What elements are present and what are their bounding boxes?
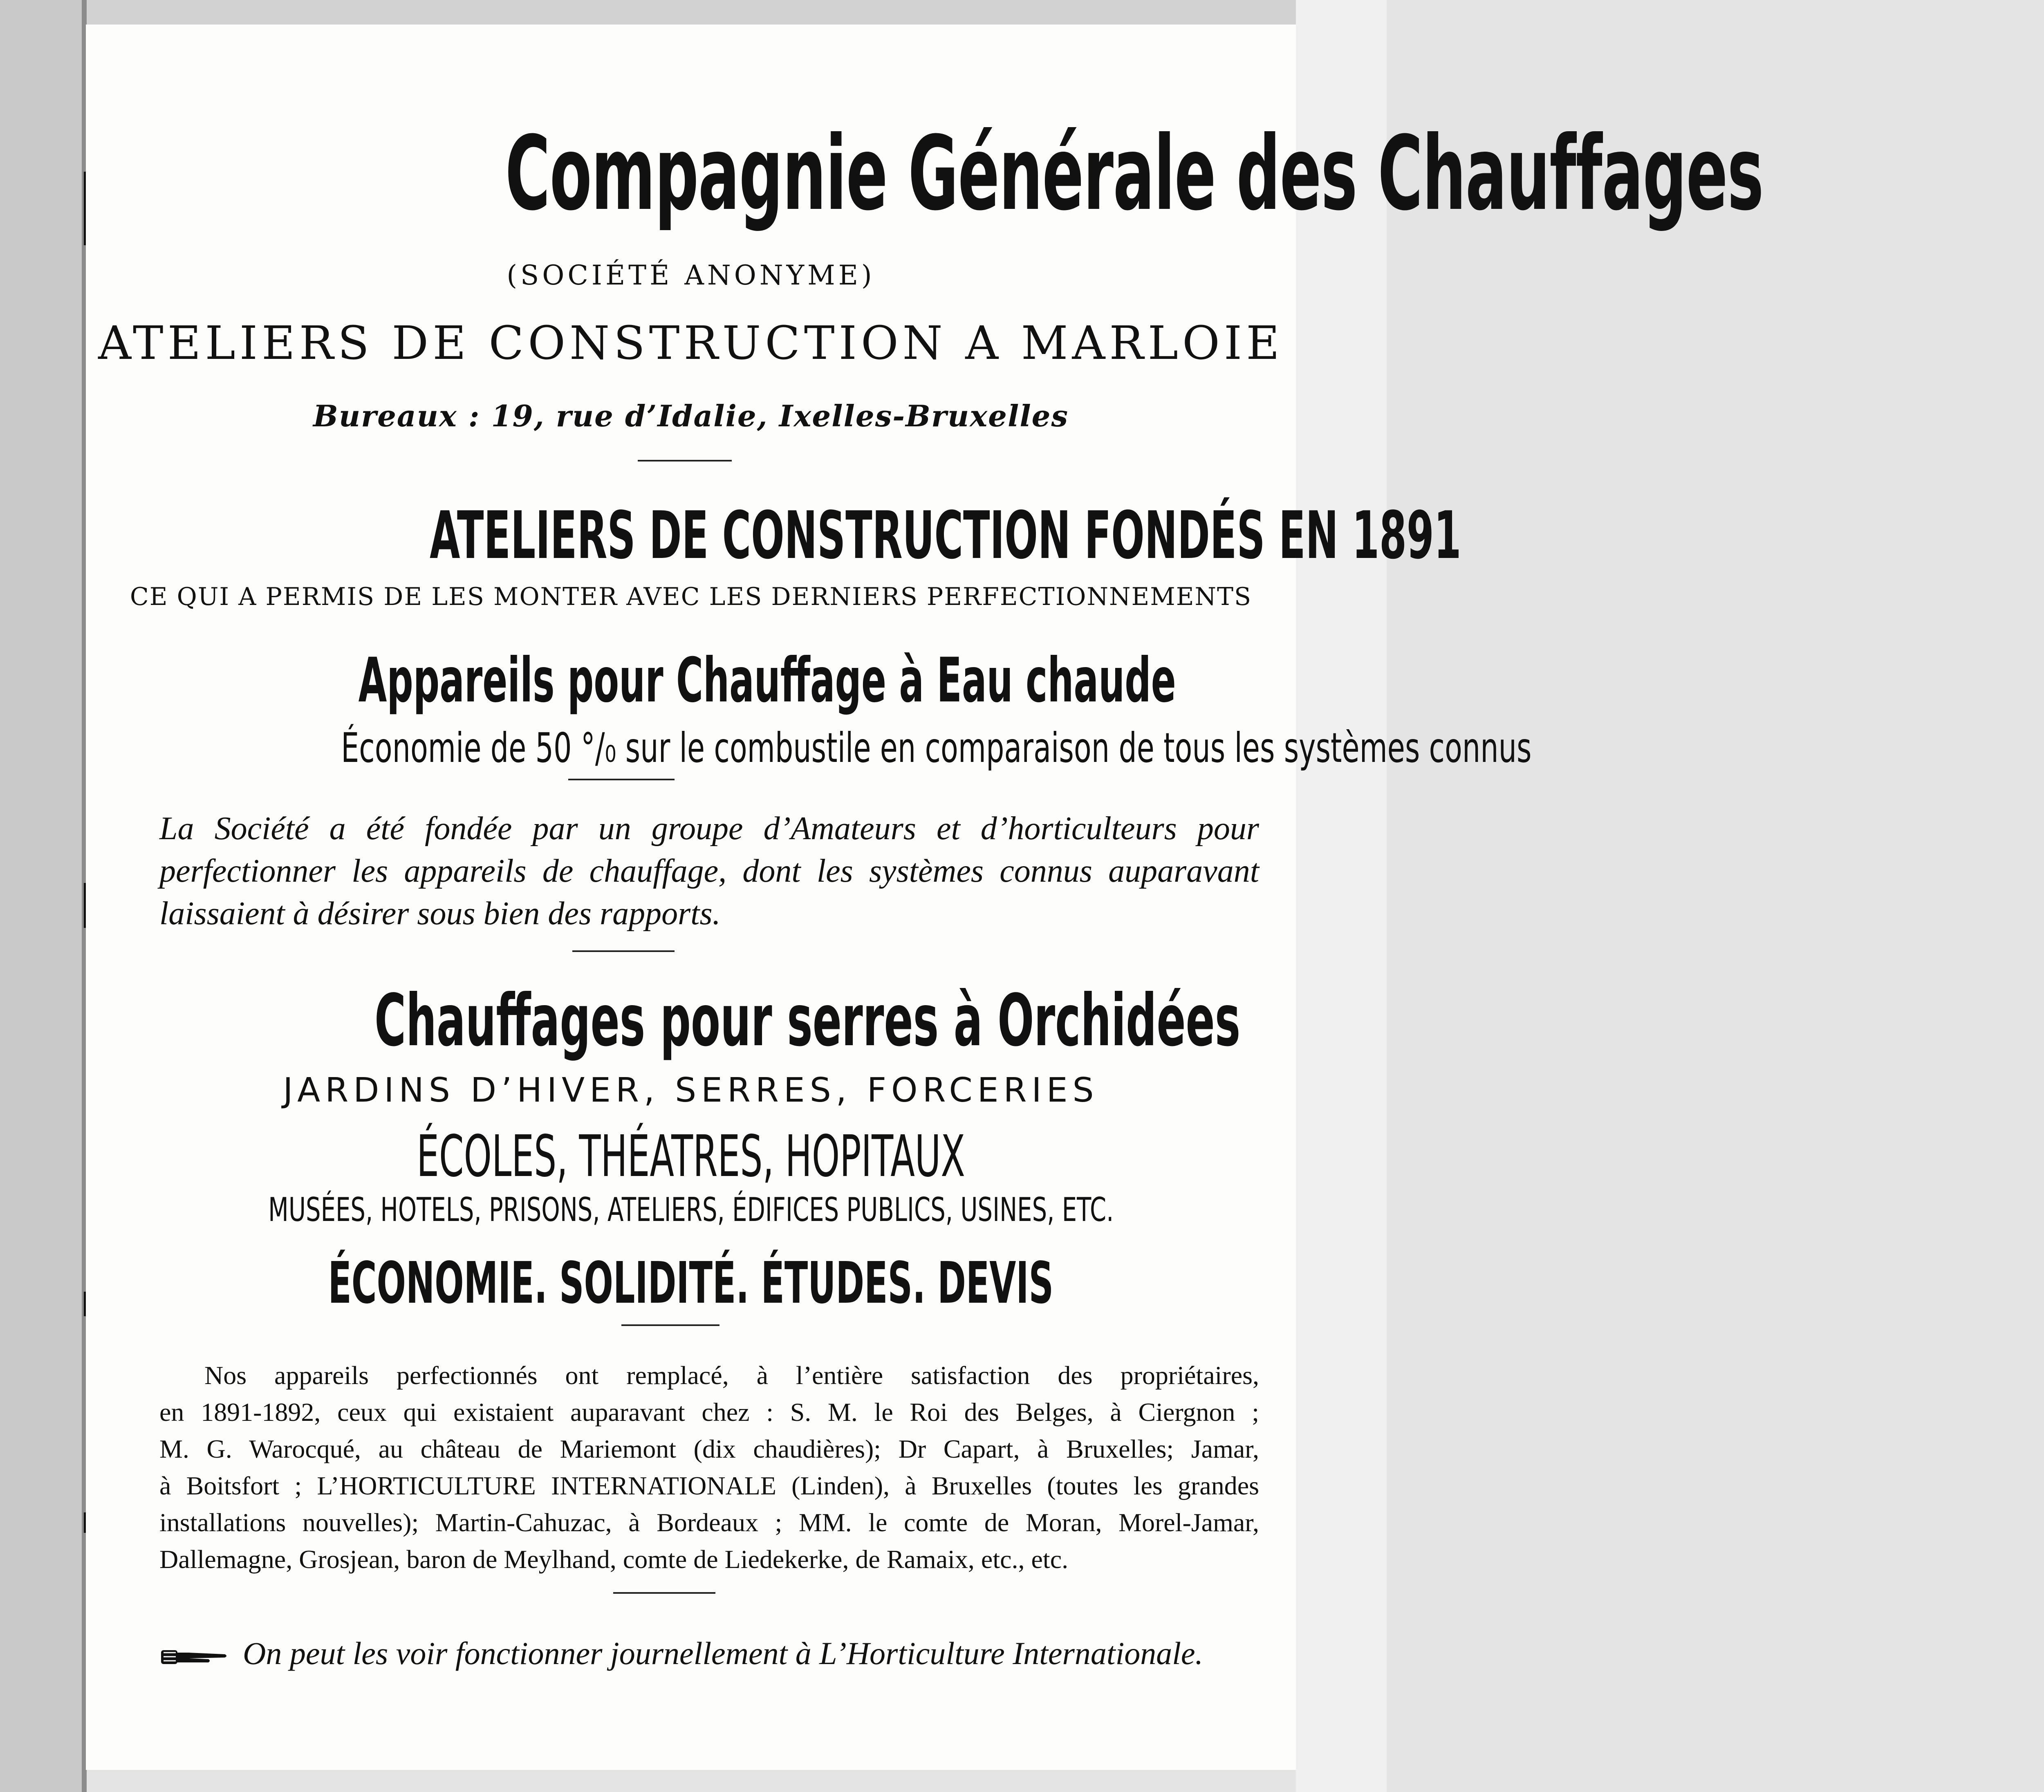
references-line: Dallemagne, Grosjean, baron de Meylhand, comte de Liedekerke, de Ramaix, etc., etc.: [159, 1545, 1069, 1574]
divider-rule: [613, 1592, 715, 1594]
orchids-line-3: MUSÉES, HOTELS, PRISONS, ATELIERS, ÉDIFICES PUBLICS, USINES, ETC.: [268, 1191, 1114, 1229]
orchids-line-1: JARDINS D’HIVER, SERRES, FORCERIES: [283, 1071, 1099, 1110]
workshops-location: ATELIERS DE CONSTRUCTION A MARLOIE: [98, 317, 1284, 370]
company-name: Compagnie Générale des Chauffages: [505, 114, 1764, 233]
mission-line: perfectionner les appareils de chauffage, dont les systèmes connus auparavant: [159, 853, 1259, 889]
pointing-hand-icon: [159, 1644, 229, 1669]
orchids-line-4: ÉCONOMIE. SOLIDITÉ. ÉTUDES. DEVIS: [328, 1250, 1054, 1317]
orchids-line-2: ÉCOLES, THÉATRES, HOPITAUX: [417, 1123, 965, 1190]
references-line: à Boitsfort ; L’HORTICULTURE INTERNATIONALE (Linden), à Bruxelles (toutes les grandes: [159, 1471, 1259, 1500]
offices-address: Bureaux : 19, rue d’Idalie, Ixelles-Bruxelles: [313, 399, 1069, 433]
page-right-margin: [1296, 0, 1387, 1792]
references-line: en 1891-1892, ceux qui existaient auparavant chez : S. M. le Roi des Belges, à Ciergnon ;: [159, 1398, 1259, 1427]
page-binding: [0, 0, 86, 1792]
divider-rule: [572, 950, 675, 952]
mission-line: La Société a été fondée par un groupe d’Amateurs et d’horticulteurs pour: [159, 811, 1259, 847]
references-line: Nos appareils perfectionnés ont remplacé, à l’entière satisfaction des propriétaires,: [204, 1361, 1259, 1390]
divider-rule: [638, 460, 732, 461]
footer-text: On peut les voir fonctionner journellement à L’Horticulture Internationale.: [243, 1635, 1204, 1671]
orchids-title: Chauffages pour serres à Orchidées: [374, 979, 1241, 1062]
references-line: installations nouvelles); Martin-Cahuzac, à Bordeaux ; MM. le comte de Moran, Morel-Jamar,: [159, 1508, 1259, 1537]
mission-line: laissaient à désirer sous bien des rapports.: [159, 896, 721, 932]
divider-rule: [568, 779, 675, 780]
savings-line: Économie de 50 °/₀ sur le combustile en comparaison de tous les systèmes connus: [341, 724, 1532, 772]
mission-statement: [159, 807, 1259, 935]
advertisement-content: [86, 0, 1764, 1792]
company-type: (SOCIÉTÉ ANONYME): [507, 260, 875, 291]
products-title: Appareils pour Chauffage à Eau chaude: [358, 645, 1176, 716]
founded-subtitle: CE QUI A PERMIS DE LES MONTER AVEC LES DERNIERS PERFECTIONNEMENTS: [130, 582, 1252, 611]
footer-note: [159, 1635, 1263, 1672]
references-line: M. G. Warocqué, au château de Mariemont (dix chaudières); Dr Capart, à Bruxelles; Jamar,: [159, 1434, 1259, 1463]
founded-title: ATELIERS DE CONSTRUCTION FONDÉS EN 1891: [430, 497, 1461, 573]
references-paragraph: [159, 1357, 1259, 1578]
divider-rule: [621, 1324, 719, 1326]
